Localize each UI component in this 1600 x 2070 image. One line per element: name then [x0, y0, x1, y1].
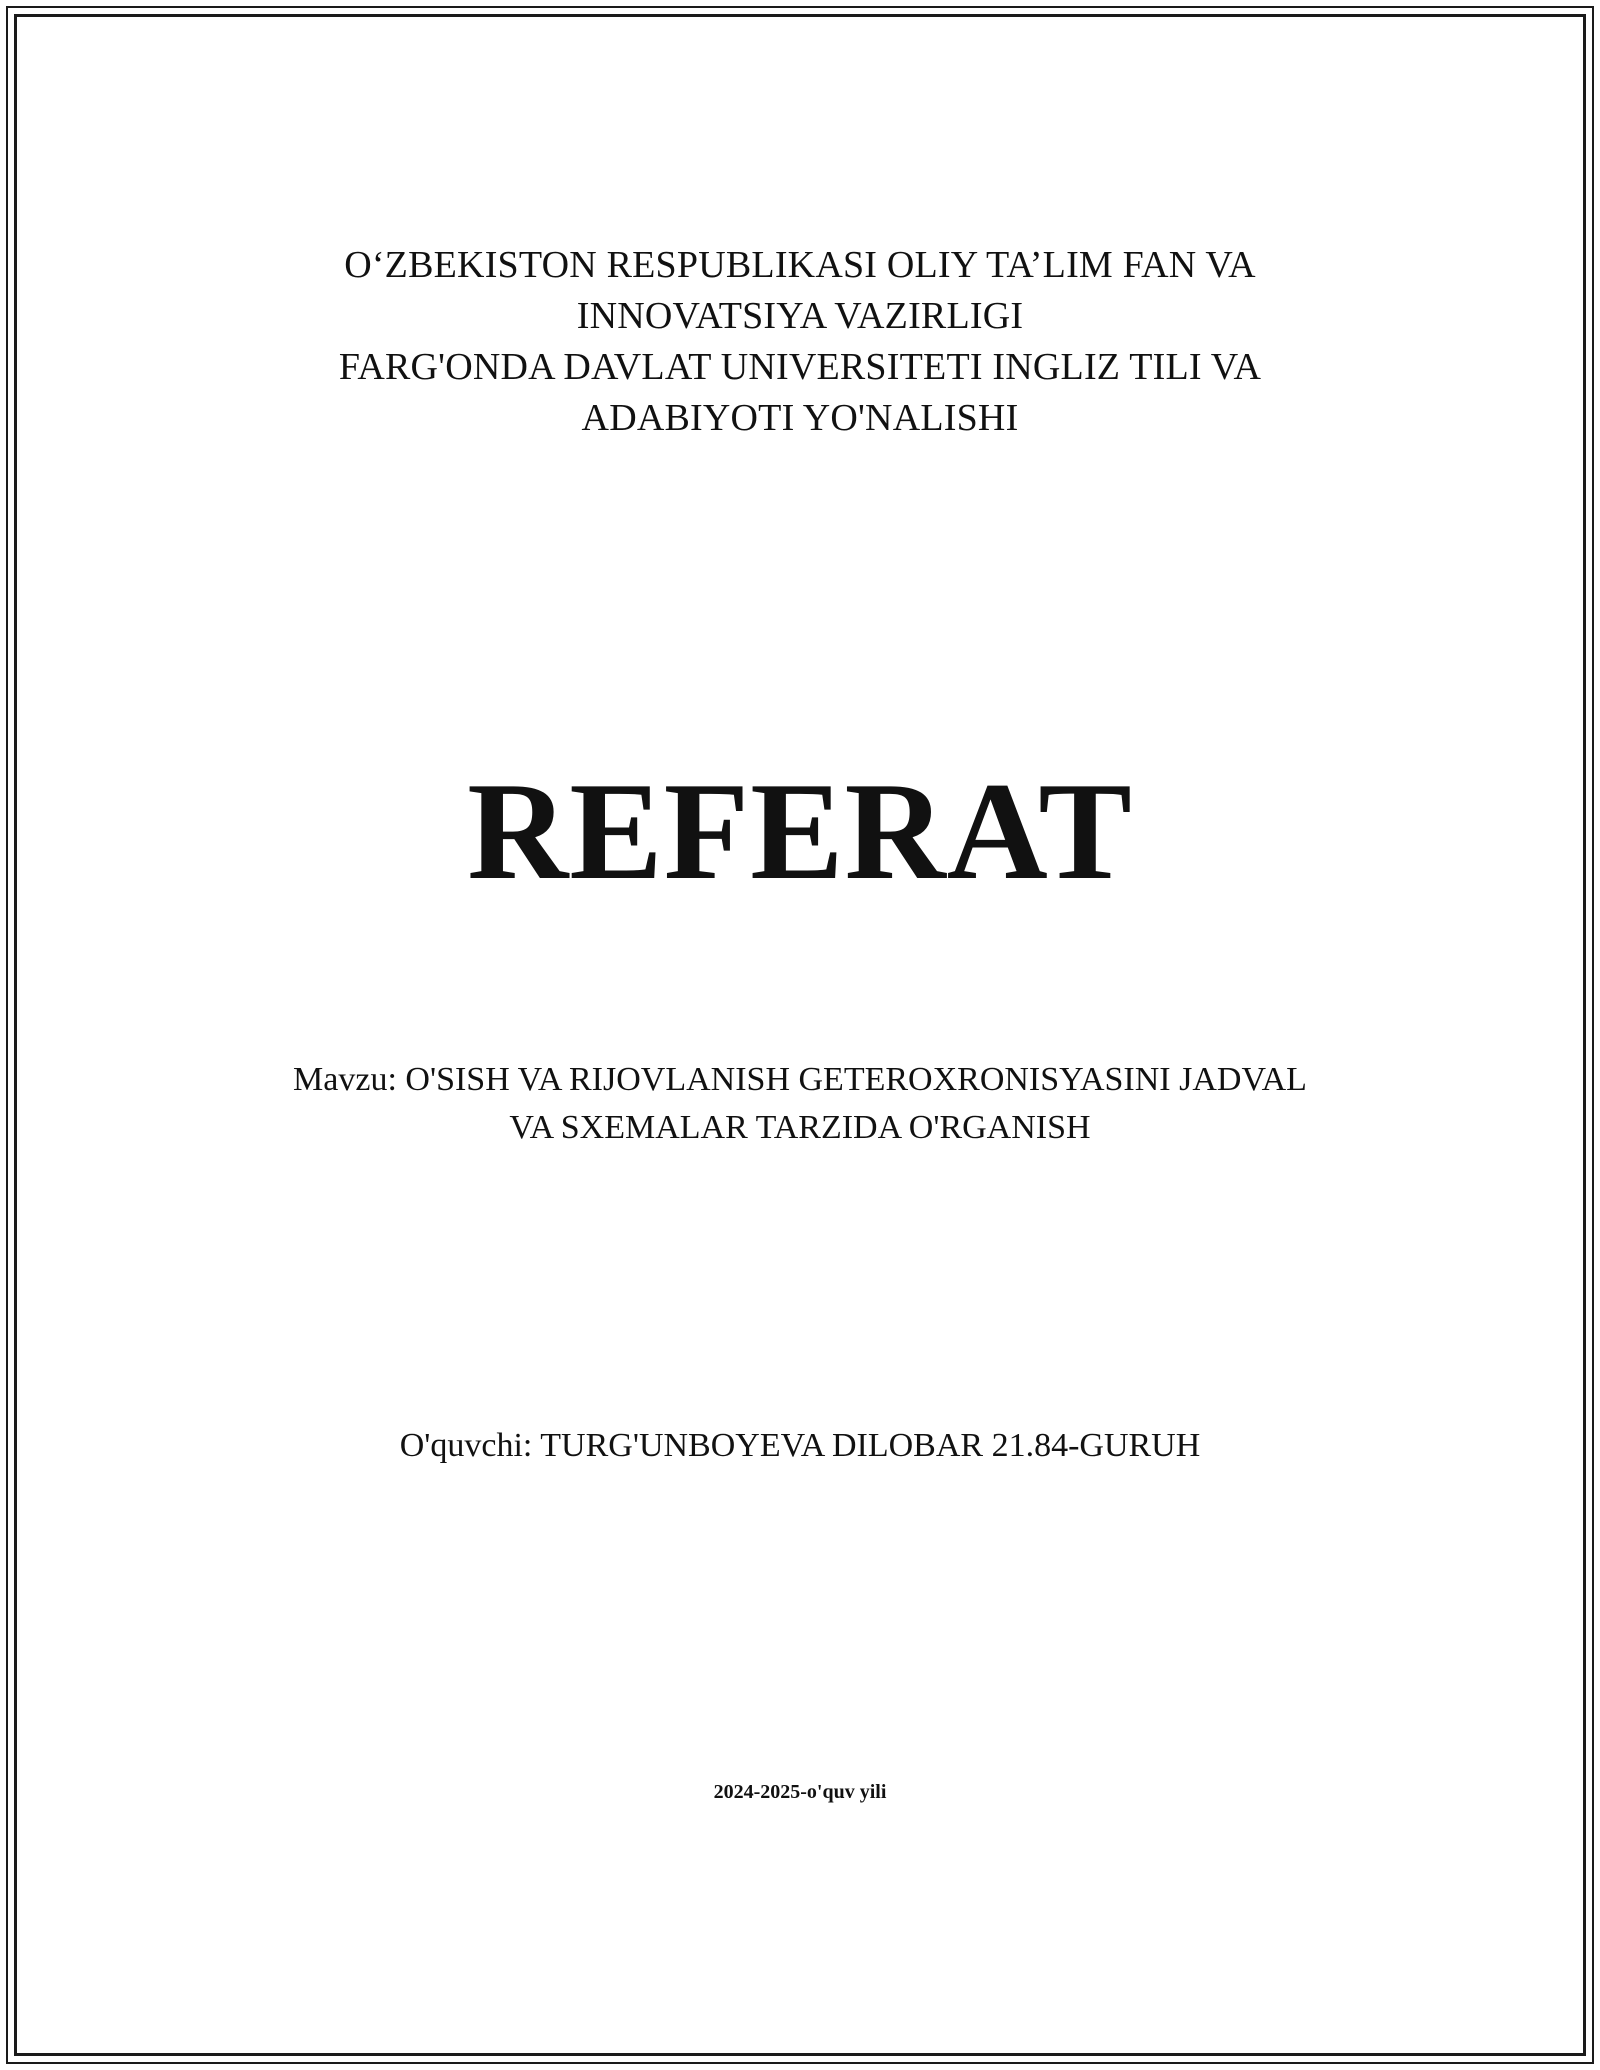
header-line-3: FARG'ONDA DAVLAT UNIVERSITETI INGLIZ TILI VA	[338, 346, 1262, 388]
topic-line-2: VA SXEMALAR TARZIDA O'RGANISH	[509, 1109, 1091, 1146]
topic-line-1: Mavzu: O'SISH VA RIJOVLANISH GETEROXRONISYASINI JADVAL	[293, 1061, 1307, 1098]
header-line-1: O‘ZBEKISTON RESPUBLIKASI OLIY TA’LIM FAN VA	[344, 244, 1256, 286]
institution-header	[0, 240, 1600, 444]
header-line-2: INNOVATSIYA VAZIRLIGI	[576, 295, 1024, 337]
academic-year: 2024-2025-o'quv yili	[713, 1781, 887, 1803]
document-title: REFERAT	[467, 754, 1133, 909]
topic-block	[0, 1056, 1600, 1152]
header-line-4: ADABIYOTI YO'NALISHI	[581, 397, 1019, 439]
student-info: O'quvchi: TURG'UNBOYEVA DILOBAR 21.84-GURUH	[399, 1427, 1201, 1464]
